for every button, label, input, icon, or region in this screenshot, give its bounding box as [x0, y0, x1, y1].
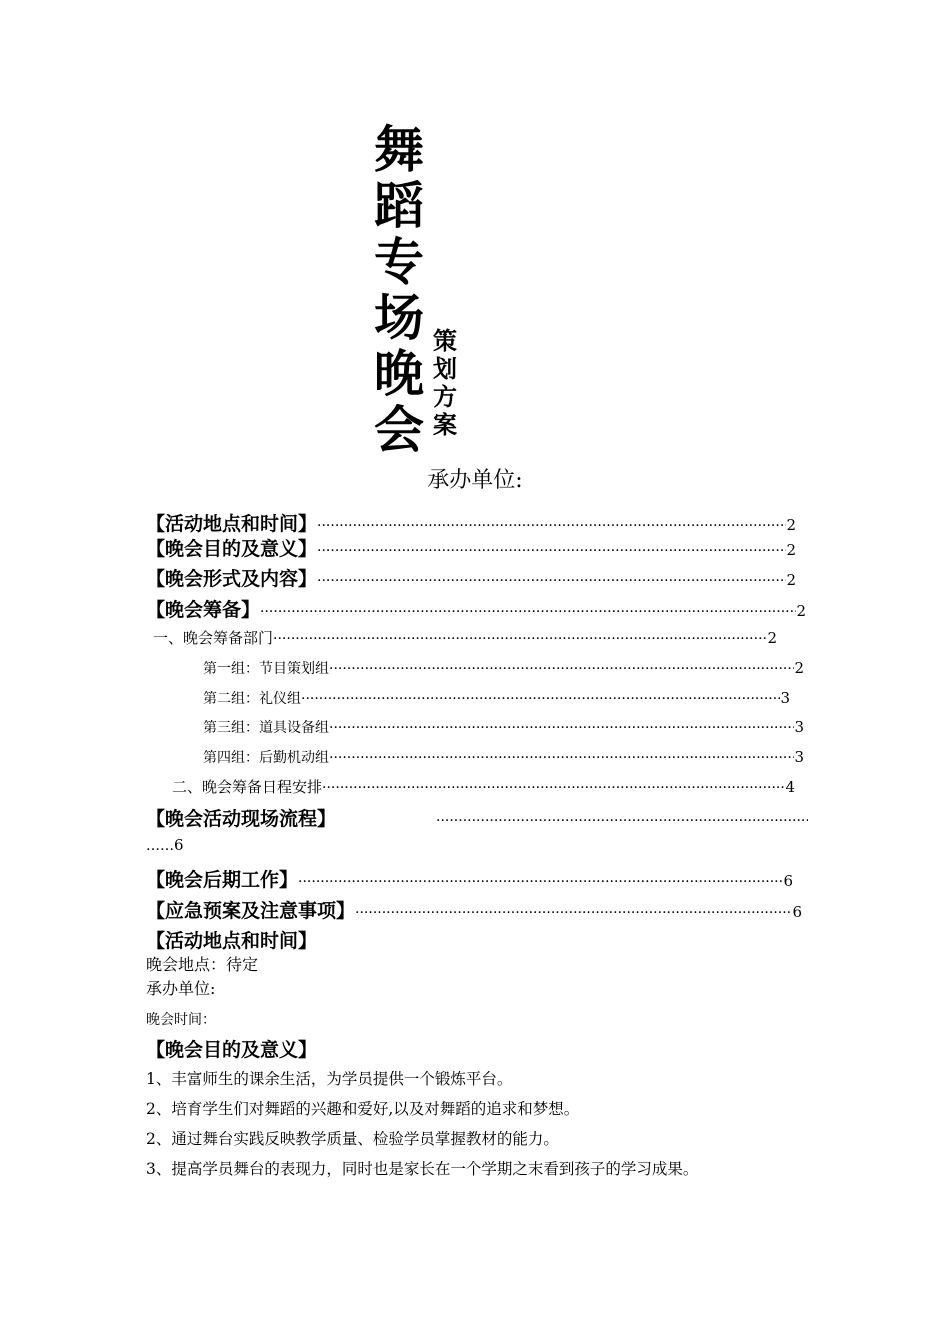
- title-char: 蹈: [374, 177, 424, 235]
- time-text: 晚会时间：: [146, 1012, 216, 1028]
- toc-page-number: 6: [792, 903, 802, 921]
- toc-leader-dots: [322, 780, 785, 796]
- toc-leader-dots: [329, 750, 794, 766]
- toc-entry-label: 二、晚会筹备日程安排: [172, 778, 323, 796]
- toc-entry[interactable]: [146, 865, 793, 892]
- subtitle-char: 策: [433, 327, 457, 355]
- toc-leader-dots: [317, 573, 786, 589]
- toc-entry-continuation[interactable]: [146, 836, 184, 854]
- toc-entry-label: 第四组：后勤机动组: [203, 750, 329, 766]
- title-char: 场: [374, 289, 424, 347]
- toc-entry[interactable]: [146, 534, 796, 561]
- toc-entry-label: 第三组：道具设备组: [203, 720, 329, 736]
- toc-page-number: 4: [785, 778, 795, 796]
- toc-page-number: 2: [786, 516, 796, 534]
- subtitle-char: 案: [433, 411, 457, 439]
- organizer-text: 承办单位:: [146, 979, 216, 998]
- toc-leader-dots: [317, 543, 786, 559]
- toc-entry[interactable]: [203, 717, 804, 737]
- subtitle-char: 划: [433, 355, 457, 383]
- toc-leader-dots: [298, 874, 783, 890]
- toc-page-number: 6: [783, 872, 793, 890]
- venue-text: 晚会地点：待定: [146, 955, 259, 974]
- toc-entry-label: 一、晚会筹备部门: [153, 629, 274, 647]
- toc-entry-label: 【晚会目的及意义】: [146, 538, 318, 560]
- title-char: 专: [374, 233, 424, 291]
- toc-entry-label: 【晚会形式及内容】: [146, 568, 318, 590]
- toc-leader-dots: [436, 813, 808, 829]
- toc-leader-dots: [329, 661, 794, 677]
- toc-entry[interactable]: [146, 896, 802, 923]
- purpose-item: 2、培育学生们对舞蹈的兴趣和爱好,以及对舞蹈的追求和梦想。: [146, 1100, 580, 1118]
- toc-page-number: 2: [786, 571, 796, 589]
- toc-leader-dots: ……: [146, 838, 174, 854]
- toc-entry[interactable]: [146, 564, 796, 591]
- toc-entry[interactable]: [146, 595, 806, 622]
- toc-entry-label: 【晚会活动现场流程】: [146, 808, 337, 830]
- toc-entry-label: 【应急预案及注意事项】: [146, 900, 356, 922]
- toc-entry[interactable]: [146, 804, 808, 831]
- toc-page-number: 3: [794, 748, 804, 766]
- toc-leader-dots: [329, 720, 794, 736]
- purpose-item: 1、丰富师生的课余生活，为学员提供一个锻炼平台。: [146, 1070, 513, 1088]
- toc-page-number: 6: [174, 836, 184, 854]
- subtitle-char: 方: [433, 383, 457, 411]
- toc-entry[interactable]: [203, 747, 804, 767]
- toc-entry[interactable]: [203, 688, 790, 708]
- section-heading-location: 【活动地点和时间】: [146, 930, 318, 952]
- toc-entry-label: 【晚会筹备】: [146, 599, 261, 621]
- title-char: 舞: [374, 121, 424, 179]
- toc-leader-dots: [260, 604, 796, 620]
- toc-leader-dots: [355, 905, 792, 921]
- toc-entry[interactable]: [146, 509, 796, 536]
- organizer-label: 承办单位:: [427, 468, 523, 493]
- toc-entry-label: 第一组：节目策划组: [203, 661, 329, 677]
- toc-leader-dots: [317, 518, 786, 534]
- purpose-item: 2、通过舞台实践反映教学质量、检验学员掌握教材的能力。: [146, 1130, 559, 1148]
- toc-entry-label: 第二组：礼仪组: [203, 691, 301, 707]
- toc-entry[interactable]: [172, 776, 795, 797]
- title-char: 会: [374, 401, 424, 459]
- toc-leader-dots: [273, 631, 767, 647]
- toc-entry-label: 【晚会后期工作】: [146, 869, 299, 891]
- toc-leader-dots: [301, 691, 780, 707]
- toc-page-number: 3: [794, 718, 804, 736]
- toc-entry[interactable]: [203, 658, 804, 678]
- section-heading-purpose: 【晚会目的及意义】: [146, 1039, 318, 1061]
- purpose-item: 3、提高学员舞台的表现力，同时也是家长在一个学期之末看到孩子的学习成果。: [146, 1160, 699, 1178]
- title-main: [374, 122, 438, 458]
- toc-page-number: 2: [794, 659, 804, 677]
- toc-page-number: 2: [796, 602, 806, 620]
- toc-entry[interactable]: [153, 627, 777, 648]
- toc-page-number: 3: [780, 689, 790, 707]
- title-sub: [433, 327, 469, 439]
- title-char: 晚: [374, 345, 424, 403]
- toc-entry-label: 【活动地点和时间】: [146, 513, 318, 535]
- toc-page-number: 2: [786, 541, 796, 559]
- toc-page-number: 2: [767, 629, 777, 647]
